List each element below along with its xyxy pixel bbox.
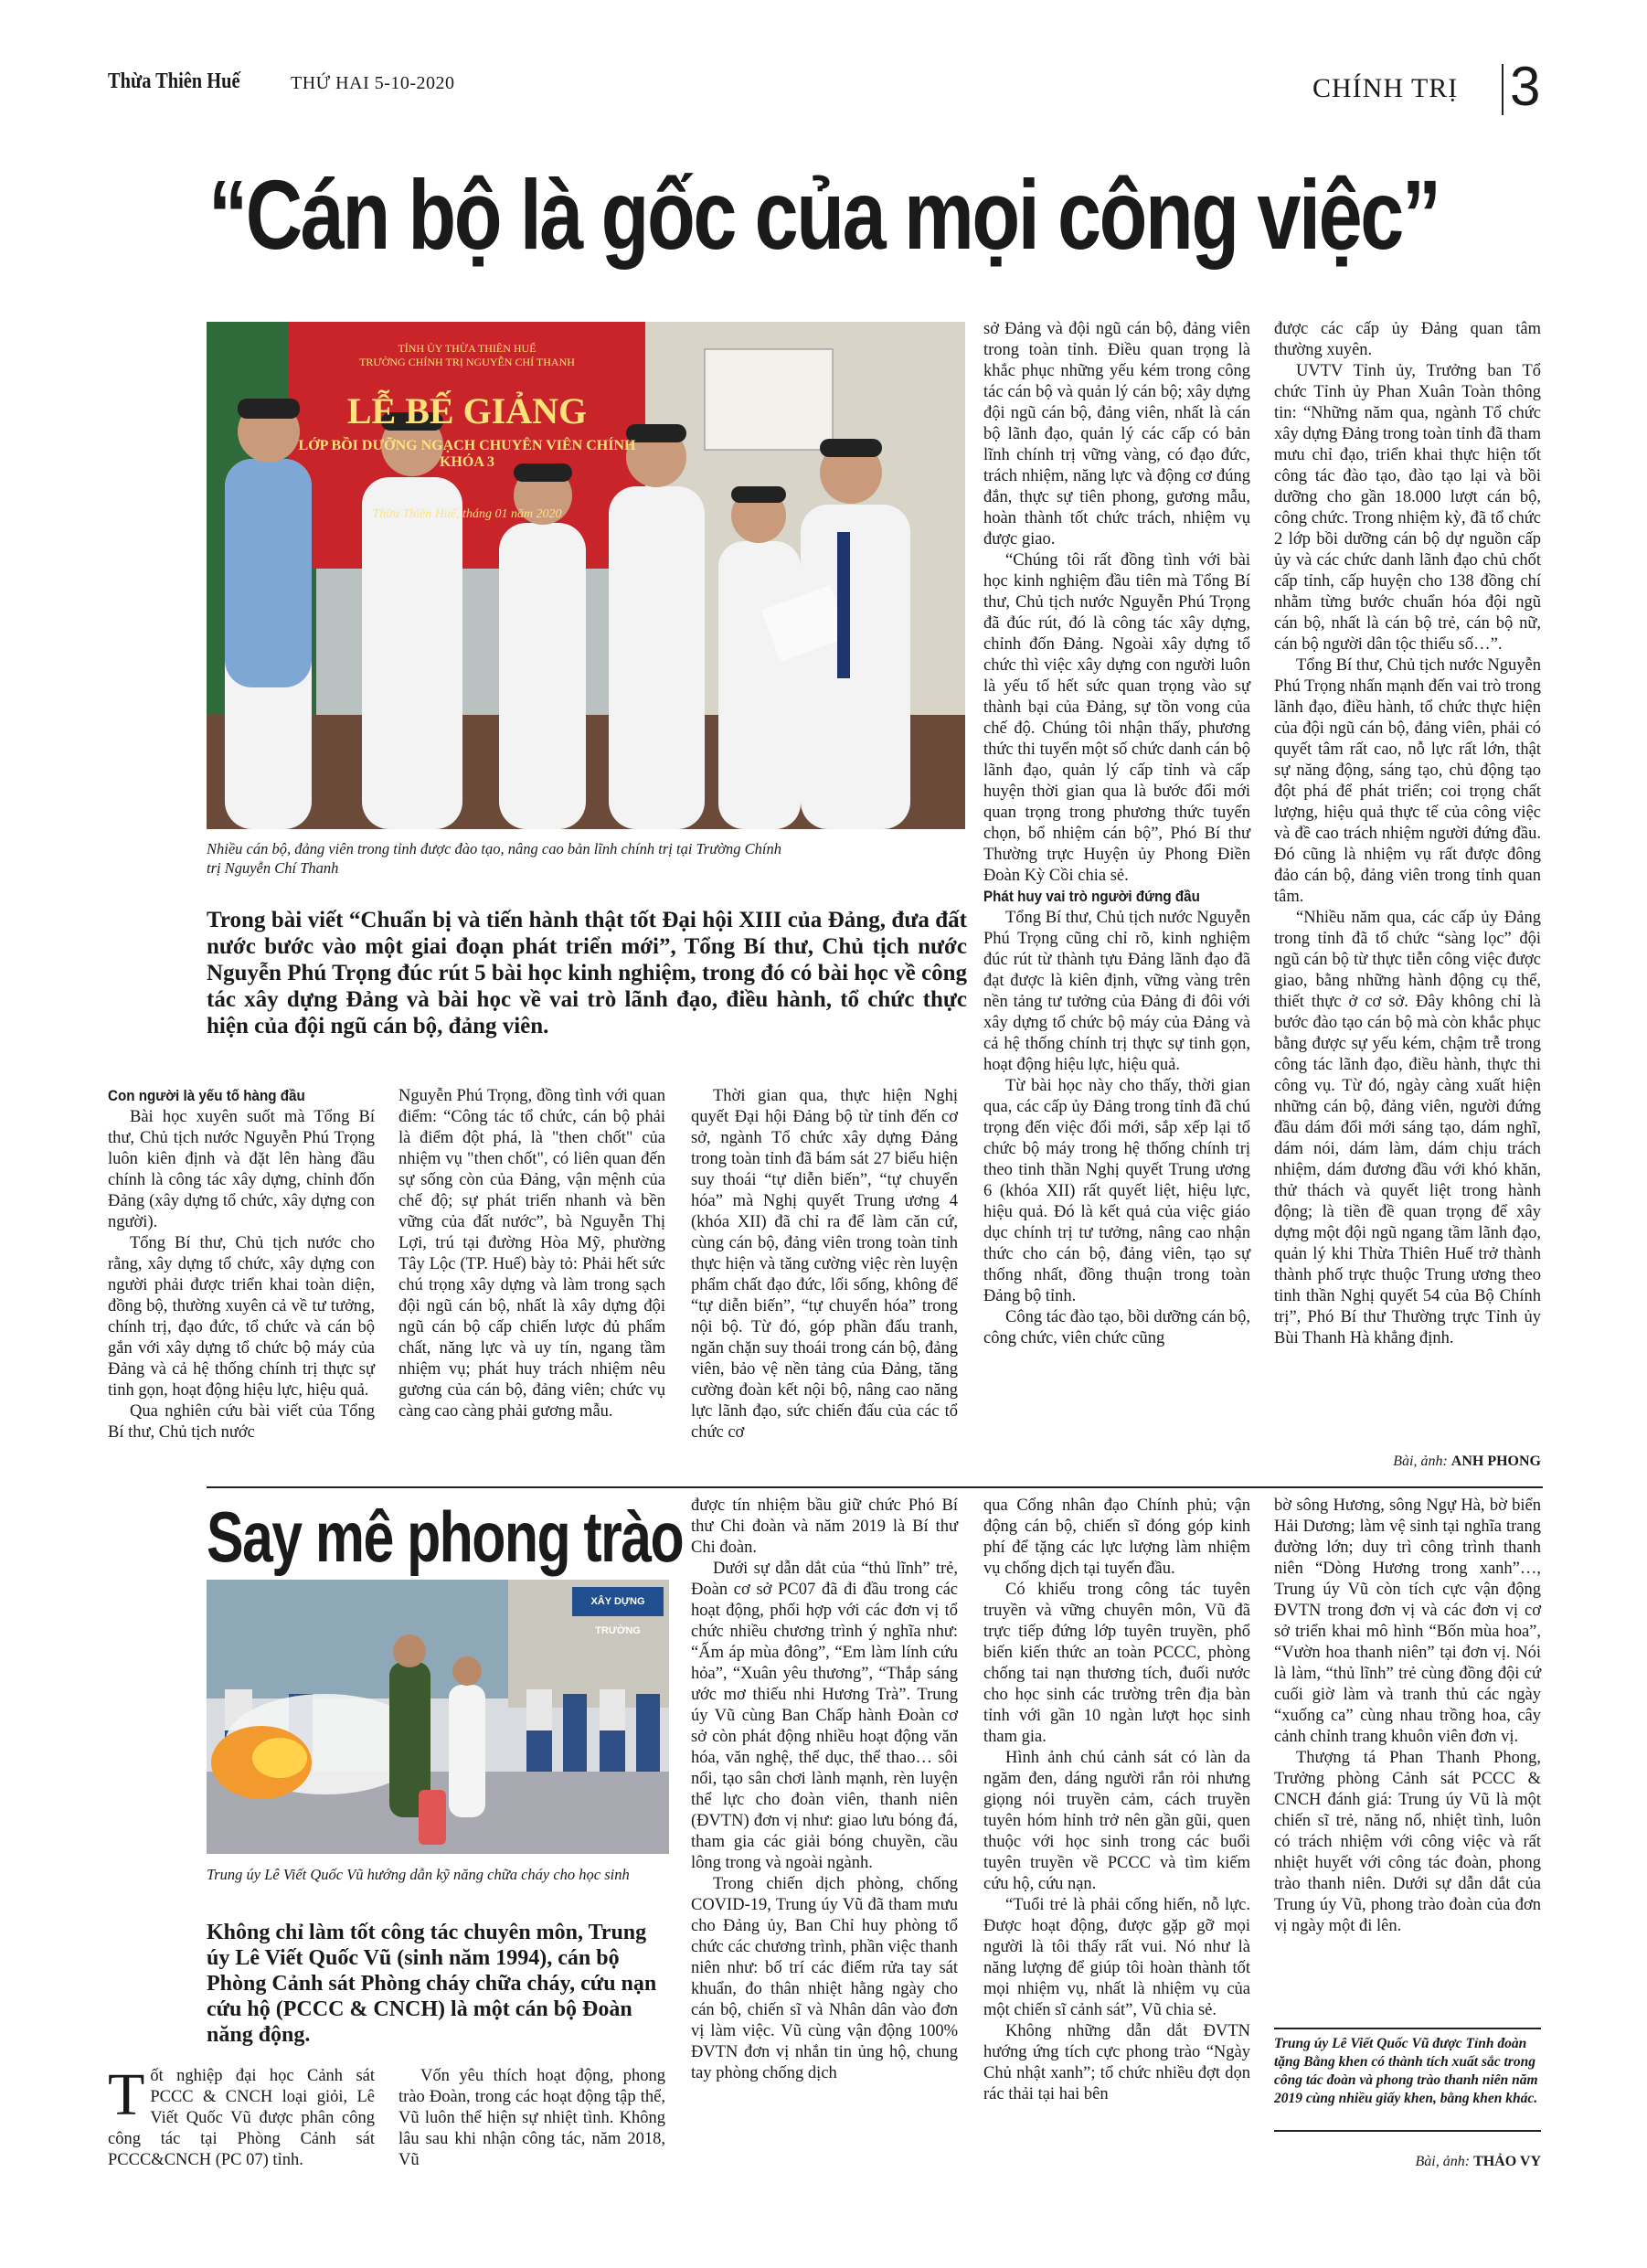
header-divider [1502,64,1504,115]
banner-line3: LỄ BẾ GIẢNG [346,390,588,431]
article-separator [207,1486,1543,1488]
publication-name: Thừa Thiên Huế [108,69,240,93]
article2-lead: Không chỉ làm tốt công tác chuyên môn, Trung úy Lê Viết Quốc Vũ (sinh năm 1994), cán bộ Phòng Cảnh sát Phòng cháy chữa cháy, cứu nạn cứu hộ (PCCC & CNCH) là một cán bộ Đoàn năng động. [207,1921,657,2047]
paragraph: Bài học xuyên suốt mà Tổng Bí thư, Chủ tịch nước Nguyễn Phú Trọng luôn kiên định và đặt lên hàng đầu chính là công tác xây dựng, chỉnh đốn Đảng (xây dựng tổ chức, xây dựng con người). [108,1108,375,1231]
article2-column2 [398,2066,665,2171]
paragraph: Trong chiến dịch phòng, chống COVID-19, Trung úy Vũ đã tham mưu cho Đảng ủy, Ban Chỉ huy phòng tổ chức các chương trình, phần việc thanh niên như: bố trí các điểm rửa tay sát khuẩn, đo thân nhiệt hằng ngày cho cán bộ, chiến sĩ và Nhân dân vào đơn vị làm việc. Vũ cùng vận động 100% ĐVTN đơn vị nhắn tin ủng hộ, chung tay phòng chống dịch [691,1875,958,2082]
article1-caption: Nhiều cán bộ, đảng viên trong tỉnh được đào tạo, nâng cao bản lĩnh chính trị tại Trường Chính trị Nguyễn Chí Thanh [207,840,781,877]
byline-author: ANH PHONG [1450,1453,1541,1469]
article1-lead: Trong bài viết “Chuẩn bị và tiến hành thật tốt Đại hội XIII của Đảng, đưa đất nước bước vào một giai đoạn phát triển mới”, Tổng Bí thư, Chủ tịch nước Nguyễn Phú Trọng đúc rút 5 bài học kinh nghiệm, trong đó có bài học về công tác xây dựng Đảng và bài học về vai trò lãnh đạo, điều hành, tổ chức thực hiện của đội ngũ cán bộ, đảng viên. [207,908,967,1038]
paragraph: Tổng Bí thư, Chủ tịch nước Nguyễn Phú Trọng nhấn mạnh đến vai trò trong lãnh đạo, điều hành, tổ chức thực hiện của đội ngũ cán bộ, đảng viên, phải có quyết tâm rất cao, nỗ lực rất lớn, thật sự năng động, sáng tạo, chủ động tạo đột phá để phát triển; coi trọng chất lượng, hiệu quả thực tế của công việc và đề cao trách nhiệm người đứng đầu. Đó cũng là nhiệm vụ rất được đông đảo cán bộ, đảng viên trong tỉnh quan tâm. [1274,656,1541,906]
paragraph: Vốn yêu thích hoạt động, phong trào Đoàn, trong các hoạt động tập thể, Vũ luôn thể hiện sự nhiệt tình. Không lâu sau khi nhận công tác, năm 2018, Vũ [398,2067,665,2169]
paragraph: Hình ảnh chú cảnh sát có làn da ngăm đen, dáng người rắn rỏi nhưng giọng nói truyền cảm, cách truyền tuyên hóm hỉnh trở nên gần gũi, quen thuộc với học sinh trong các buổi tuyên truyền về PCCC và tìm kiếm cứu hộ, cứu nạn. [983,1749,1250,1893]
paragraph: Công tác đào tạo, bồi dưỡng cán bộ, công chức, viên chức cũng [983,1308,1250,1347]
article1-subhead1: Con người là yếu tố hàng đầu [108,1088,305,1104]
paragraph: Từ bài học này cho thấy, thời gian qua, các cấp ủy Đảng trong tỉnh đã chú trọng đến việc đổi mới, sắp xếp lại tổ chức bộ máy trong hệ thống chính trị theo tinh thần Nghị quyết Trung ương 6 (khóa XII) rất quyết liệt, hiệu lực, hiệu quả. Đó là kết quả của việc giáo dục chính trị tư tưởng, nâng cao nhận thức cho cán bộ, đảng viên, tạo sự thống nhất, đồng thuận trong toàn Đảng bộ tỉnh. [983,1077,1250,1305]
article2-column3 [691,1496,958,2084]
dropcap: T [108,2061,145,2128]
article1-photo [207,322,965,829]
banner-line2: TRƯỜNG CHÍNH TRỊ NGUYỄN CHÍ THANH [359,356,575,368]
byline-prefix: Bài, ảnh: [1415,2154,1471,2169]
paragraph: ốt nghiệp đại học Cảnh sát PCCC & CNCH loại giỏi, Lê Viết Quốc Vũ được phân công công tác tại Phòng Cảnh sát PCCC&CNCH (PC 07) tỉnh. [108,2067,375,2169]
byline-author: THẢO VY [1473,2154,1541,2169]
paragraph: Không những dẫn dắt ĐVTN hướng ứng tích cực phong trào “Ngày Chủ nhật xanh”; tổ chức nhiều đợt dọn rác thải tại hai bên [983,2022,1250,2103]
paragraph: bờ sông Hương, sông Ngự Hà, bờ biển Hải Dương; làm vệ sinh tại nghĩa trang đường lớn; duy trì công trình thanh niên “Dòng Hương trong xanh”…, Trung úy Vũ còn tích cực vận động ĐVTN trong đơn vị và các đơn vị cơ sở triển khai mô hình “Bốn mùa hoa”, “Vườn hoa thanh niên” tại đơn vị. Nói là làm, “thủ lĩnh” trẻ cùng đồng đội cứ cuối giờ làm và tranh thủ các ngày “xuống ca” cùng nhau trồng hoa, cây cảnh chỉnh trang khuôn viên đơn vị. [1274,1496,1541,1746]
article2-photo [207,1580,669,1854]
paragraph: “Tuổi trẻ là phải cống hiến, nỗ lực. Được hoạt động, được gặp gỡ mọi người là tôi thấy rất vui. Nó như là năng lượng để giúp tôi hoàn thành tốt mọi nhiệm vụ, nhất là nhiệm vụ của một chiến sĩ cảnh sát”, Vũ chia sẻ. [983,1896,1250,2019]
paragraph: Nguyễn Phú Trọng, đồng tình với quan điểm: “Công tác tổ chức, cán bộ phải là điểm đột phá, là "then chốt" của nhiệm vụ "then chốt", có liên quan đến sự sống còn của Đảng, vận mệnh của chế độ; sự phát triển nhanh và bền vững của đất nước”, bà Nguyễn Thị Lợi, trú tại đường Hòa Mỹ, phường Tây Lộc (TP. Huế) bày tỏ: Phải hết sức chú trọng xây dựng và làm trong sạch đội ngũ cán bộ, nhất là xây dựng đội ngũ cán bộ cấp chiến lược đủ phẩm chất, năng lực và uy tín, ngang tầm nhiệm vụ; phát huy trách nhiệm nêu gương của cán bộ, đảng viên; chức vụ càng cao càng phải gương mẫu. [398,1087,665,1421]
paragraph: Thượng tá Phan Thanh Phong, Trưởng phòng Cảnh sát PCCC & CNCH đánh giá: Trung úy Vũ là một chiến sĩ trẻ, năng nổ, nhiệt tình, luôn có trách nhiệm với công việc và rất nhiệt huyết với công tác đoàn, phong trào thanh niên. Dưới sự dẫn dắt của Trung úy Vũ, phong trào đoàn của đơn vị ngày một đi lên. [1274,1749,1541,1935]
paragraph: được tín nhiệm bầu giữ chức Phó Bí thư Chi đoàn và năm 2019 là Bí thư Chi đoàn. [691,1496,958,1557]
paragraph: Có khiếu trong công tác tuyên truyền và vững chuyên môn, Vũ đã trực tiếp đứng lớp tuyên truyền, phổ biến kiến thức an toàn PCCC, phòng chống tai nạn thương tích, đuối nước cho học sinh các trường trên địa bàn tỉnh với gần 10 ngàn lượt học sinh tham gia. [983,1581,1250,1746]
article1-byline [1274,1453,1541,1470]
paragraph: “Nhiều năm qua, các cấp ủy Đảng trong tỉnh đã tổ chức “sàng lọc” đội ngũ cán bộ từ thực tiễn công việc được giao, bằng những hành động cụ thể, thiết thực ở cơ sở. Đây không chỉ là bước đào tạo cán bộ mà còn khắc phục bằng được sự yếu kém, chậm trễ trong công tác lãnh đạo, điều hành, thực thi công vụ. Từ đó, ngày càng xuất hiện những cán bộ, đảng viên, người đứng đầu dám đổi mới sáng tạo, dám nghĩ, dám nói, dám làm, dám chịu trách nhiệm, dám đương đầu với khó khăn, thử thách và quyết liệt trong hành động; là tiền đề quan trọng để xây dựng một đội ngũ ngang tầm lãnh đạo, quản lý khi Thừa Thiên Huế trở thành thành phố trực thuộc Trung ương theo tinh thần Nghị quyết 54 của Bộ Chính trị”, Phó Bí thư Thường trực Tỉnh ủy Bùi Thanh Hà khẳng định. [1274,909,1541,1347]
paragraph: Qua nghiên cứu bài viết của Tổng Bí thư, Chủ tịch nước [108,1402,375,1442]
byline-prefix: Bài, ảnh: [1393,1453,1448,1469]
paragraph: được các cấp ủy Đảng quan tâm thường xuyên. [1274,320,1541,359]
paragraph: Tổng Bí thư, Chủ tịch nước cho rằng, xây dựng tổ chức, xây dựng con người phải được triển khai toàn diện, đồng bộ, thường xuyên cả về tư tưởng, chính trị, đạo đức, tổ chức và cán bộ gắn với xây dựng tổ chức bộ máy của Đảng và cả hệ thống chính trị thực sự tinh gọn, hoạt động hiệu lực, hiệu quả. [108,1234,375,1400]
paragraph: qua Cổng nhân đạo Chính phủ; vận động cán bộ, chiến sĩ đóng góp kinh phí để tặng các lực lượng làm nhiệm vụ chống dịch tại tuyến đầu. [983,1496,1250,1578]
article1-column1 [108,1086,375,1443]
article2-byline [1274,2154,1541,2170]
article1-column5 [1274,319,1541,1349]
photo-sign: XÂY DỰNG TRƯỜNG [590,1596,645,1636]
section-name: CHÍNH TRỊ [1312,73,1459,103]
article1-headline: “Cán bộ là gốc của mọi công việc” [208,159,1440,270]
page-number: 3 [1510,56,1541,117]
paragraph: sở Đảng và đội ngũ cán bộ, đảng viên trong toàn tỉnh. Điều quan trọng là khắc phục những yếu kém trong công tác cán bộ và quản lý cán bộ; xây dựng đội ngũ cán bộ, đảng viên, nhất là cán bộ lãnh đạo, quản lý các cấp có bản lĩnh chính trị vững vàng, có đạo đức, trách nhiệm, năng lực và động cơ đúng đắn, thực sự tiên phong, gương mẫu, hoàn thành tốt chức trách, nhiệm vụ được giao. [983,320,1250,548]
article2-column1 [108,2061,375,2171]
banner-line5: Thừa Thiên Huế, tháng 01 năm 2020 [372,507,562,521]
article1-subhead2: Phát huy vai trò người đứng đầu [983,889,1200,905]
article1-column4 [983,319,1250,1349]
article1-column3 [691,1086,958,1443]
article2-column5 [1274,1496,1541,1937]
article1-column2 [398,1086,665,1422]
article2-column4 [983,1496,1250,2105]
paragraph: “Chúng tôi rất đồng tình với bài học kinh nghiệm đầu tiên mà Tổng Bí thư, Chủ tịch nước Nguyễn Phú Trọng đã đúc rút, đó là công tác xây dựng, chỉnh đốn Đảng. Ngoài xây dựng tổ chức thì việc xây dựng con người luôn là yếu tố hết sức quan trọng vào sự thành bại của Đảng, sự tồn vong của chế độ. Chúng tôi nhận thấy, phương thức thi tuyển một số chức danh cán bộ lãnh đạo, quản lý cấp tỉnh và cấp huyện thời gian qua là bước đổi mới quan trọng trong phương thức tuyển chọn, bổ nhiệm cán bộ”, Phó Bí thư Thường trực Huyện ủy Phong Điền Đoàn Kỳ Cồi chia sẻ. [983,551,1250,885]
boxnote-rule-top [1274,2028,1541,2029]
banner-line4: LỚP BỒI DƯỠNG NGẠCH CHUYÊN VIÊN CHÍNH KHÓA 3 [298,438,636,470]
issue-date: THỨ HAI 5-10-2020 [291,73,455,93]
paragraph: Tổng Bí thư, Chủ tịch nước Nguyễn Phú Trọng cũng chỉ rõ, kinh nghiệm đúc rút từ thành tựu Đảng lãnh đạo đã đạt được là kiên định, vững vàng trên nền tảng tư tưởng của Đảng đi đôi với xây dựng tổ chức bộ máy của Đảng và cả hệ thống chính trị thực sự tinh gọn, hoạt động hiệu lực, hiệu quả. [983,909,1250,1074]
banner-line1: TỈNH ỦY THỪA THIÊN HUẾ [398,342,537,355]
article2-headline: Say mê phong trào [207,1496,684,1577]
paragraph: Thời gian qua, thực hiện Nghị quyết Đại hội Đảng bộ từ tỉnh đến cơ sở, ngành Tổ chức xây dựng Đảng trong toàn tỉnh đã bám sát 27 biểu hiện suy thoái “tự diễn biến”, “tự chuyển hóa” mà Nghị quyết Trung ương 4 (khóa XII) đã chỉ ra để làm căn cứ, cùng cán bộ, đảng viên trong toàn tỉnh thực hiện và tăng cường việc rèn luyện phẩm chất đạo đức, lối sống, không để “tự diễn biến”, “tự chuyển hóa” trong nội bộ. Từ đó, góp phần đấu tranh, ngăn chặn suy thoái trong cán bộ, đảng viên, bảo vệ nền tảng của Đảng, tăng cường đoàn kết nội bộ, nâng cao năng lực lãnh đạo, sức chiến đấu của các tổ chức cơ [691,1087,958,1442]
article2-boxnote: Trung úy Lê Viết Quốc Vũ được Tỉnh đoàn tặng Bằng khen có thành tích xuất sắc trong công tác đoàn và phong trào thanh niên năm 2019 cùng nhiều giấy khen, bằng khen khác. [1274,2036,1538,2106]
paragraph: Dưới sự dẫn dắt của “thủ lĩnh” trẻ, Đoàn cơ sở PC07 đã đi đầu trong các hoạt động, phối hợp với các đơn vị tổ chức nhiều chương trình ý nghĩa như: “Ấm áp mùa đông”, “Em làm lính cứu hỏa”, “Xuân yêu thương”, “Thắp sáng ước mơ thiếu nhi Hương Trà”. Trung úy Vũ cùng Ban Chấp hành Đoàn cơ sở còn phát động nhiều hoạt động văn hóa, văn nghệ, thể dục, thể thao… sôi nổi, tạo sân chơi lành mạnh, rèn luyện thể lực cho đoàn viên, thanh niên (ĐVTN) đơn vị như: giao lưu bóng đá, tham gia các giải bóng chuyền, cầu lông trong và ngoài ngành. [691,1560,958,1872]
boxnote-rule-bottom [1274,2130,1541,2132]
paragraph: UVTV Tỉnh ủy, Trưởng ban Tổ chức Tỉnh ủy Phan Xuân Toàn thông tin: “Những năm qua, ngành Tổ chức xây dựng Đảng trong toàn tỉnh đã tham mưu chỉ đạo, triển khai thực hiện tốt công tác đào tạo, đào tạo lại và bồi dưỡng cho gần 18.000 lượt cán bộ, công chức. Trong nhiệm kỳ, đã tổ chức 2 lớp bồi dưỡng cán bộ dự nguồn cấp ủy và các chức danh lãnh đạo chủ chốt cấp tỉnh, cấp huyện cho 138 đồng chí nhằm từng bước chuẩn hóa đội ngũ cán bộ, nhất là cán bộ trẻ, cán bộ nữ, cán bộ người dân tộc thiểu số…”. [1274,362,1541,654]
article2-caption: Trung úy Lê Viết Quốc Vũ hướng dẫn kỹ năng chữa cháy cho học sinh [207,1866,630,1883]
